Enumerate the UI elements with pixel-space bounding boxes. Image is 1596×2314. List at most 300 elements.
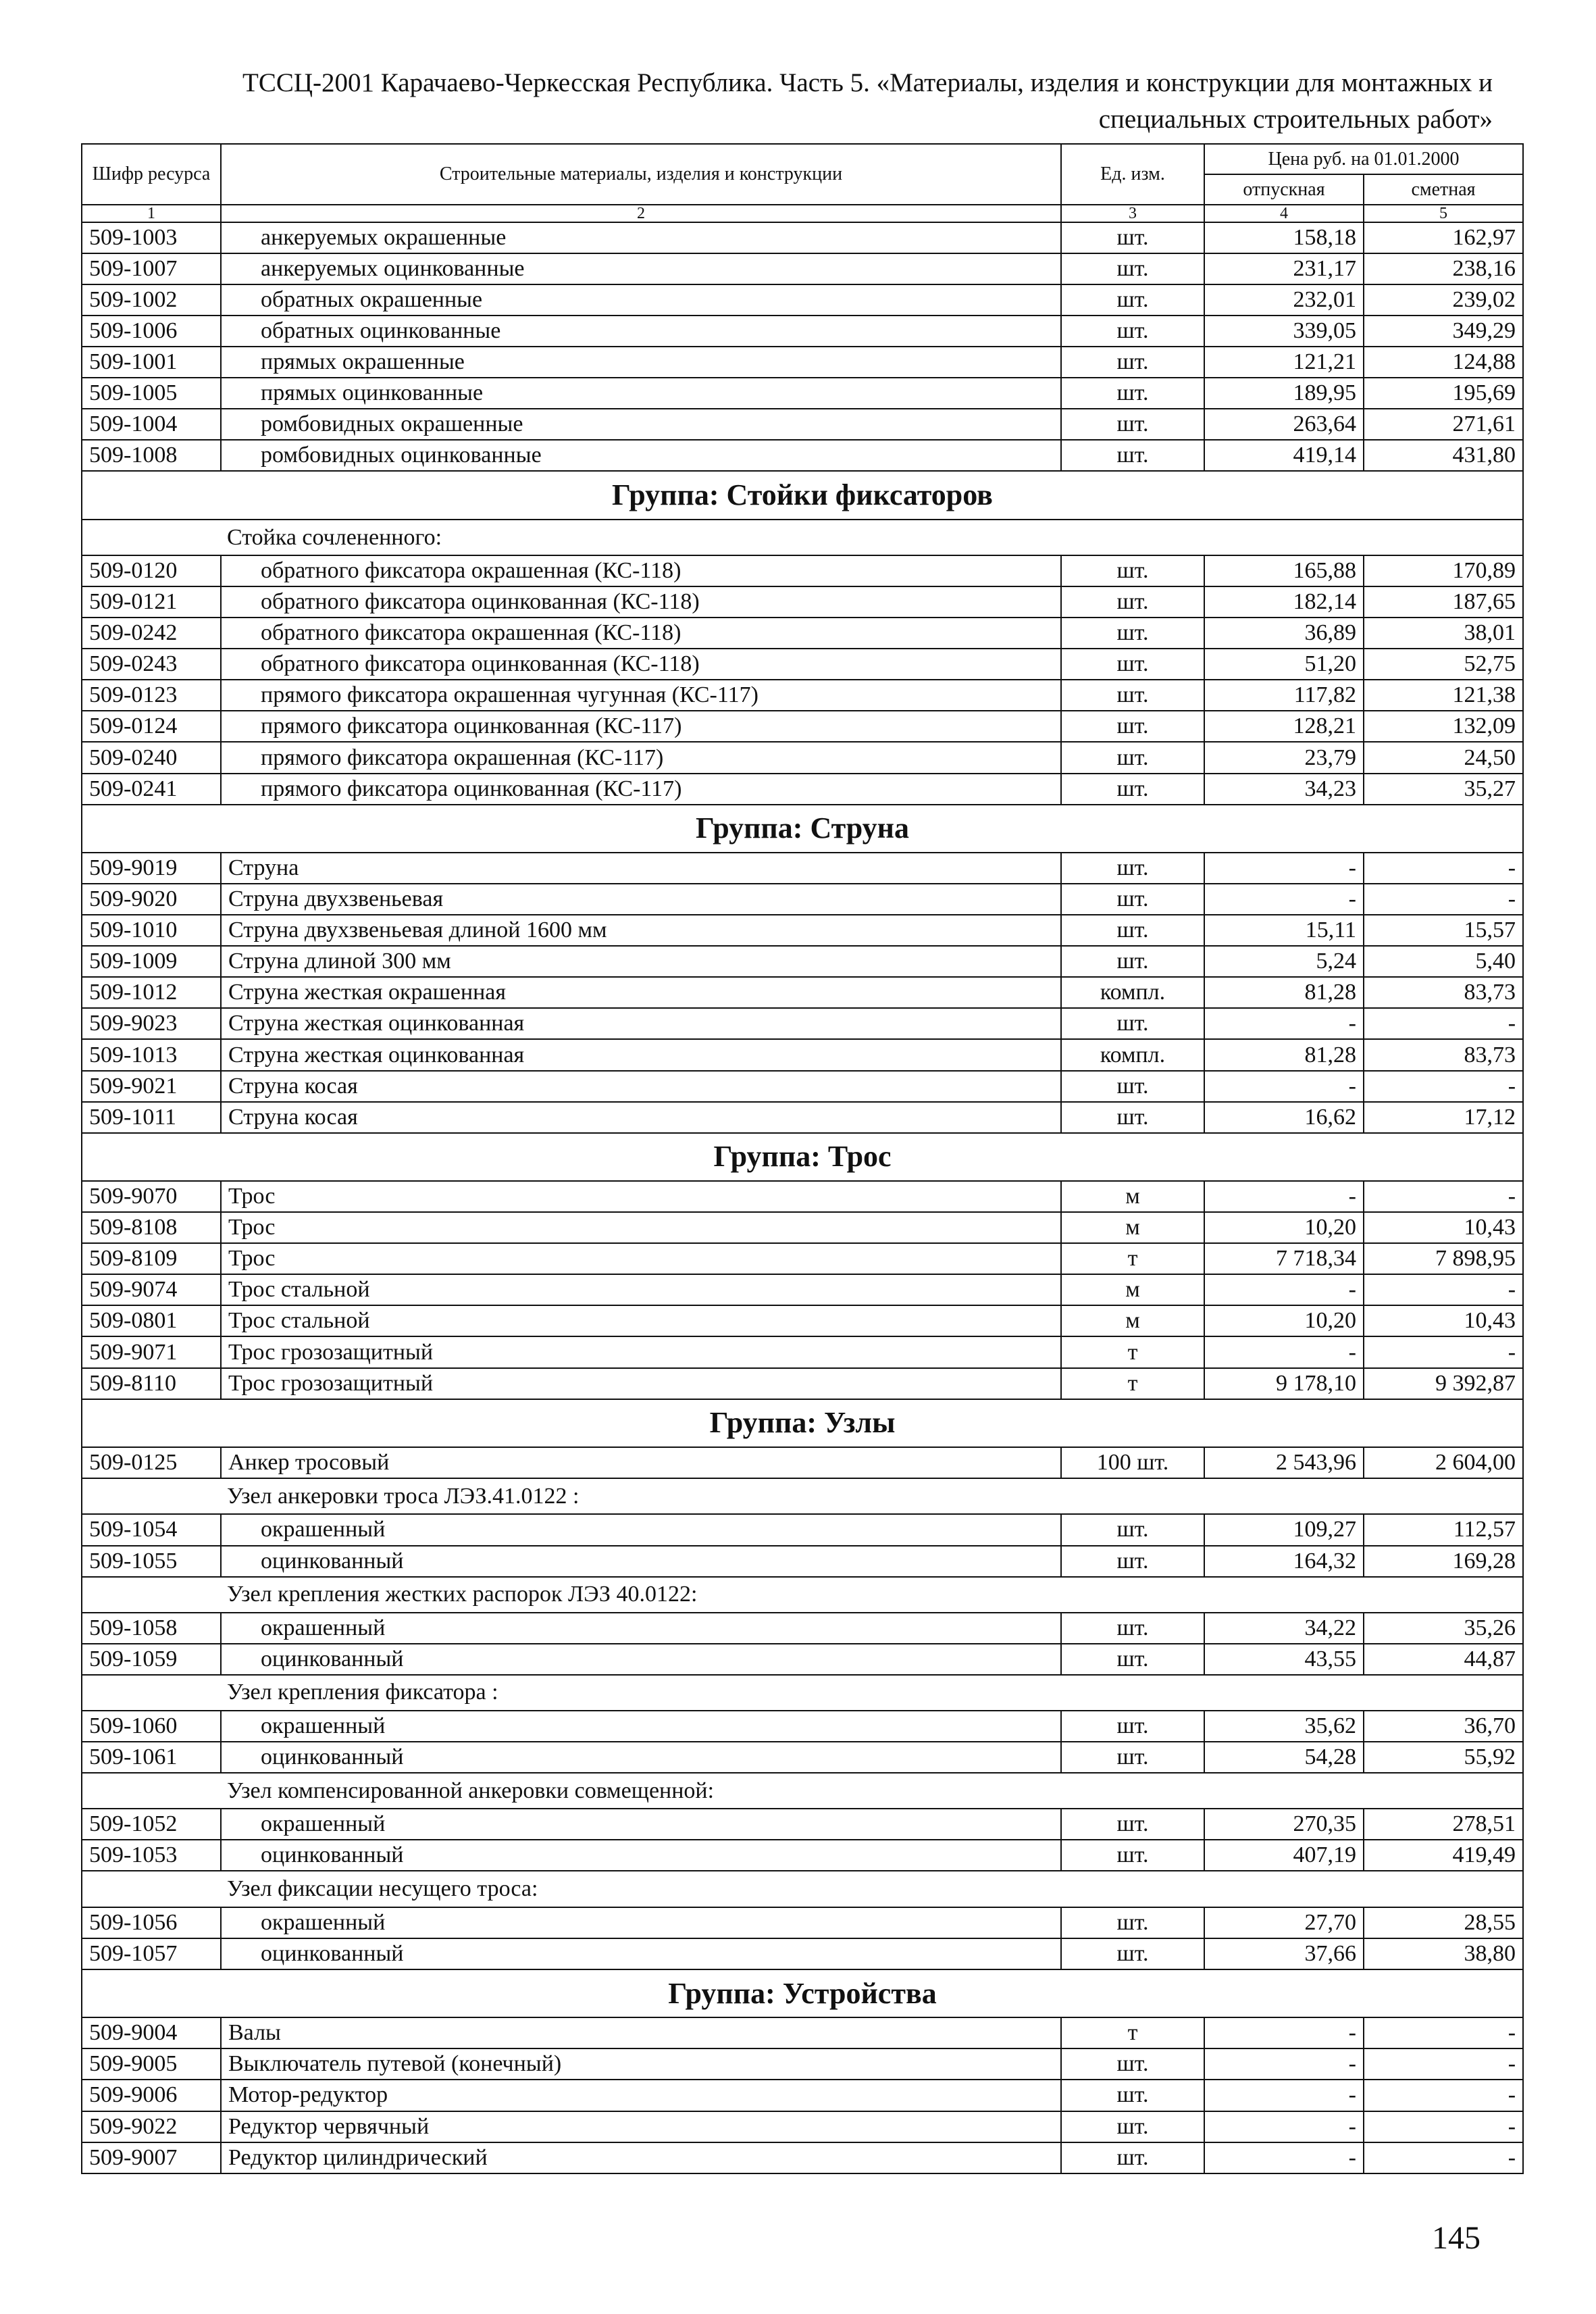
resource-code: 509-8110 — [82, 1368, 221, 1399]
release-price: 270,35 — [1204, 1809, 1364, 1840]
unit-of-measure: шт. — [1061, 1102, 1204, 1133]
estimate-price: - — [1364, 2017, 1523, 2048]
resource-code: 509-1006 — [82, 316, 221, 347]
group-row — [82, 1399, 1523, 1448]
subheader-row — [82, 1871, 1523, 1907]
resource-code: 509-1007 — [82, 253, 221, 284]
release-price: 232,01 — [1204, 284, 1364, 316]
subheader-title: Узел фиксации несущего троса: — [82, 1871, 1523, 1907]
material-name: прямого фиксатора оцинкованная (КС-117) — [221, 774, 1061, 805]
table-row — [82, 1742, 1523, 1773]
release-price: 54,28 — [1204, 1742, 1364, 1773]
material-name: Трос — [221, 1181, 1061, 1212]
material-name: обратного фиксатора окрашенная (КС-118) — [221, 618, 1061, 649]
estimate-price: 10,43 — [1364, 1305, 1523, 1336]
table-row — [82, 1514, 1523, 1545]
unit-of-measure: шт. — [1061, 680, 1204, 711]
release-price: 51,20 — [1204, 649, 1364, 680]
subheader-row — [82, 1577, 1523, 1613]
estimate-price: 170,89 — [1364, 555, 1523, 586]
material-name: Струна двухзвеньевая длиной 1600 мм — [221, 915, 1061, 946]
table-row — [82, 1938, 1523, 1969]
estimate-price: 2 604,00 — [1364, 1447, 1523, 1478]
material-name: Струна косая — [221, 1102, 1061, 1133]
release-price: 182,14 — [1204, 586, 1364, 618]
unit-of-measure: шт. — [1061, 853, 1204, 884]
release-price: - — [1204, 2142, 1364, 2173]
unit-of-measure: шт. — [1061, 1809, 1204, 1840]
material-name: Анкер тросовый — [221, 1447, 1061, 1478]
resource-code: 509-9019 — [82, 853, 221, 884]
estimate-price: 112,57 — [1364, 1514, 1523, 1545]
subheader-row — [82, 1675, 1523, 1711]
resource-code: 509-8109 — [82, 1243, 221, 1274]
material-name: Мотор-редуктор — [221, 2080, 1061, 2111]
estimate-price: 132,09 — [1364, 711, 1523, 742]
estimate-price: 278,51 — [1364, 1809, 1523, 1840]
material-name: оцинкованный — [221, 1840, 1061, 1871]
unit-of-measure: шт. — [1061, 1840, 1204, 1871]
table-row — [82, 1711, 1523, 1742]
resource-code: 509-0125 — [82, 1447, 221, 1478]
subheader-title: Узел крепления жестких распорок ЛЭЗ 40.0122: — [82, 1577, 1523, 1613]
material-name: прямых оцинкованные — [221, 378, 1061, 409]
material-name: ромбовидных окрашенные — [221, 409, 1061, 440]
unit-of-measure: шт. — [1061, 440, 1204, 471]
estimate-price: 162,97 — [1364, 222, 1523, 253]
resource-code: 509-1010 — [82, 915, 221, 946]
resource-code: 509-1001 — [82, 347, 221, 378]
estimate-price: 10,43 — [1364, 1212, 1523, 1243]
resource-code: 509-9022 — [82, 2111, 221, 2142]
unit-of-measure: компл. — [1061, 1039, 1204, 1070]
unit-of-measure: шт. — [1061, 742, 1204, 773]
table-row — [82, 1336, 1523, 1367]
material-name: Струна жесткая оцинкованная — [221, 1039, 1061, 1070]
estimate-price: - — [1364, 2048, 1523, 2080]
release-price: 189,95 — [1204, 378, 1364, 409]
table-row — [82, 1039, 1523, 1070]
release-price: 37,66 — [1204, 1938, 1364, 1969]
release-price: - — [1204, 853, 1364, 884]
col-header-release: отпускная — [1204, 174, 1364, 205]
unit-of-measure: шт. — [1061, 253, 1204, 284]
resource-code: 509-0124 — [82, 711, 221, 742]
unit-of-measure: м — [1061, 1274, 1204, 1305]
material-name: Трос стальной — [221, 1274, 1061, 1305]
table-row — [82, 1809, 1523, 1840]
release-price: 34,22 — [1204, 1613, 1364, 1644]
material-name: Струна жесткая окрашенная — [221, 977, 1061, 1008]
material-name: окрашенный — [221, 1613, 1061, 1644]
col-header-name: Строительные материалы, изделия и конструкции — [221, 144, 1061, 205]
material-name: оцинкованный — [221, 1546, 1061, 1577]
material-name: окрашенный — [221, 1809, 1061, 1840]
group-row — [82, 1969, 1523, 2018]
material-name: Трос грозозащитный — [221, 1336, 1061, 1367]
release-price: 165,88 — [1204, 555, 1364, 586]
table-row — [82, 1243, 1523, 1274]
estimate-price: - — [1364, 853, 1523, 884]
estimate-price: - — [1364, 1071, 1523, 1102]
subheader-row — [82, 1773, 1523, 1809]
unit-of-measure: 100 шт. — [1061, 1447, 1204, 1478]
col-header-estimate: сметная — [1364, 174, 1523, 205]
material-name: обратных оцинкованные — [221, 316, 1061, 347]
table-row — [82, 2142, 1523, 2173]
material-name: окрашенный — [221, 1711, 1061, 1742]
material-name: прямого фиксатора окрашенная (КС-117) — [221, 742, 1061, 773]
material-name: Струна косая — [221, 1071, 1061, 1102]
resource-code: 509-9005 — [82, 2048, 221, 2080]
release-price: 16,62 — [1204, 1102, 1364, 1133]
material-name: окрашенный — [221, 1907, 1061, 1938]
estimate-price: 238,16 — [1364, 253, 1523, 284]
resource-code: 509-0123 — [82, 680, 221, 711]
table-row — [82, 1102, 1523, 1133]
resource-code: 509-1056 — [82, 1907, 221, 1938]
table-row — [82, 1368, 1523, 1399]
material-name: прямого фиксатора оцинкованная (КС-117) — [221, 711, 1061, 742]
estimate-price: 38,01 — [1364, 618, 1523, 649]
estimate-price: 169,28 — [1364, 1546, 1523, 1577]
material-name: Выключатель путевой (конечный) — [221, 2048, 1061, 2080]
resource-code: 509-1058 — [82, 1613, 221, 1644]
estimate-price: 24,50 — [1364, 742, 1523, 773]
release-price: 7 718,34 — [1204, 1243, 1364, 1274]
release-price: 121,21 — [1204, 347, 1364, 378]
material-name: прямых окрашенные — [221, 347, 1061, 378]
material-name: Трос — [221, 1212, 1061, 1243]
estimate-price: 195,69 — [1364, 378, 1523, 409]
unit-of-measure: шт. — [1061, 316, 1204, 347]
estimate-price: 349,29 — [1364, 316, 1523, 347]
resource-code: 509-1013 — [82, 1039, 221, 1070]
unit-of-measure: шт. — [1061, 1613, 1204, 1644]
material-name: прямого фиксатора окрашенная чугунная (КС-117) — [221, 680, 1061, 711]
estimate-price: 121,38 — [1364, 680, 1523, 711]
release-price: 263,64 — [1204, 409, 1364, 440]
page-number: 145 — [1432, 2220, 1481, 2256]
table-row — [82, 915, 1523, 946]
group-row — [82, 471, 1523, 520]
release-price: 81,28 — [1204, 977, 1364, 1008]
resource-code: 509-0801 — [82, 1305, 221, 1336]
release-price: 128,21 — [1204, 711, 1364, 742]
table-row — [82, 774, 1523, 805]
table-row — [82, 884, 1523, 915]
unit-of-measure: шт. — [1061, 649, 1204, 680]
estimate-price: 44,87 — [1364, 1644, 1523, 1675]
table-row — [82, 1840, 1523, 1871]
unit-of-measure: шт. — [1061, 711, 1204, 742]
col-header-price: Цена руб. на 01.01.2000 — [1204, 144, 1523, 174]
price-table — [81, 143, 1524, 2174]
estimate-price: - — [1364, 1008, 1523, 1039]
unit-of-measure: шт. — [1061, 2142, 1204, 2173]
release-price: 36,89 — [1204, 618, 1364, 649]
material-name: Струна жесткая оцинкованная — [221, 1008, 1061, 1039]
resource-code: 509-1053 — [82, 1840, 221, 1871]
release-price: 35,62 — [1204, 1711, 1364, 1742]
unit-of-measure: компл. — [1061, 977, 1204, 1008]
unit-of-measure: шт. — [1061, 555, 1204, 586]
resource-code: 509-9070 — [82, 1181, 221, 1212]
release-price: - — [1204, 1071, 1364, 1102]
estimate-price: - — [1364, 1274, 1523, 1305]
material-name: оцинкованный — [221, 1938, 1061, 1969]
unit-of-measure: шт. — [1061, 284, 1204, 316]
resource-code: 509-9006 — [82, 2080, 221, 2111]
unit-of-measure: шт. — [1061, 774, 1204, 805]
table-row — [82, 2080, 1523, 2111]
release-price: - — [1204, 1274, 1364, 1305]
group-title: Группа: Струна — [82, 805, 1523, 853]
estimate-price: - — [1364, 1336, 1523, 1367]
estimate-price: 28,55 — [1364, 1907, 1523, 1938]
table-row — [82, 977, 1523, 1008]
material-name: окрашенный — [221, 1514, 1061, 1545]
resource-code: 509-1061 — [82, 1742, 221, 1773]
resource-code: 509-0121 — [82, 586, 221, 618]
estimate-price: 431,80 — [1364, 440, 1523, 471]
estimate-price: 35,26 — [1364, 1613, 1523, 1644]
material-name: Трос грозозащитный — [221, 1368, 1061, 1399]
material-name: обратного фиксатора оцинкованная (КС-118) — [221, 586, 1061, 618]
release-price: 81,28 — [1204, 1039, 1364, 1070]
estimate-price: 271,61 — [1364, 409, 1523, 440]
resource-code: 509-8108 — [82, 1212, 221, 1243]
estimate-price: 239,02 — [1364, 284, 1523, 316]
unit-of-measure: шт. — [1061, 1514, 1204, 1545]
material-name: обратных окрашенные — [221, 284, 1061, 316]
release-price: 27,70 — [1204, 1907, 1364, 1938]
unit-of-measure: т — [1061, 1243, 1204, 1274]
material-name: ромбовидных оцинкованные — [221, 440, 1061, 471]
unit-of-measure: шт. — [1061, 347, 1204, 378]
resource-code: 509-1057 — [82, 1938, 221, 1969]
resource-code: 509-1008 — [82, 440, 221, 471]
material-name: Струна длиной 300 мм — [221, 946, 1061, 977]
estimate-price: 52,75 — [1364, 649, 1523, 680]
table-row — [82, 440, 1523, 471]
unit-of-measure: шт. — [1061, 618, 1204, 649]
group-title: Группа: Стойки фиксаторов — [82, 471, 1523, 520]
resource-code: 509-1054 — [82, 1514, 221, 1545]
estimate-price: 124,88 — [1364, 347, 1523, 378]
resource-code: 509-0242 — [82, 618, 221, 649]
resource-code: 509-1009 — [82, 946, 221, 977]
release-price: 10,20 — [1204, 1305, 1364, 1336]
unit-of-measure: т — [1061, 1336, 1204, 1367]
subheader-title: Узел компенсированной анкеровки совмещенной: — [82, 1773, 1523, 1809]
table-row — [82, 1181, 1523, 1212]
material-name: анкеруемых оцинкованные — [221, 253, 1061, 284]
estimate-price: - — [1364, 2111, 1523, 2142]
subheader-row — [82, 1478, 1523, 1514]
material-name: анкеруемых окрашенные — [221, 222, 1061, 253]
group-title: Группа: Устройства — [82, 1969, 1523, 2018]
table-row — [82, 1907, 1523, 1938]
resource-code: 509-1003 — [82, 222, 221, 253]
table-row — [82, 555, 1523, 586]
material-name: оцинкованный — [221, 1742, 1061, 1773]
table-row — [82, 316, 1523, 347]
release-price: 419,14 — [1204, 440, 1364, 471]
unit-of-measure: шт. — [1061, 1711, 1204, 1742]
release-price: 43,55 — [1204, 1644, 1364, 1675]
unit-of-measure: шт. — [1061, 1546, 1204, 1577]
material-name: Редуктор червячный — [221, 2111, 1061, 2142]
subheader-title: Стойка сочлененного: — [82, 520, 1523, 555]
release-price: - — [1204, 2111, 1364, 2142]
table-row — [82, 1447, 1523, 1478]
table-row — [82, 1212, 1523, 1243]
estimate-price: - — [1364, 1181, 1523, 1212]
estimate-price: 5,40 — [1364, 946, 1523, 977]
table-row — [82, 618, 1523, 649]
estimate-price: 17,12 — [1364, 1102, 1523, 1133]
estimate-price: 7 898,95 — [1364, 1243, 1523, 1274]
estimate-price: - — [1364, 2142, 1523, 2173]
release-price: - — [1204, 1336, 1364, 1367]
release-price: 339,05 — [1204, 316, 1364, 347]
release-price: - — [1204, 1181, 1364, 1212]
release-price: 15,11 — [1204, 915, 1364, 946]
unit-of-measure: шт. — [1061, 1742, 1204, 1773]
table-row — [82, 680, 1523, 711]
subheader-row — [82, 520, 1523, 555]
title-line-2: специальных строительных работ» — [1098, 105, 1493, 134]
resource-code: 509-1004 — [82, 409, 221, 440]
release-price: 23,79 — [1204, 742, 1364, 773]
table-row — [82, 409, 1523, 440]
document-title — [81, 65, 1493, 138]
unit-of-measure: шт. — [1061, 2080, 1204, 2111]
release-price: 164,32 — [1204, 1546, 1364, 1577]
resource-code: 509-1052 — [82, 1809, 221, 1840]
table-row — [82, 649, 1523, 680]
table-row — [82, 347, 1523, 378]
table-row — [82, 742, 1523, 773]
unit-of-measure: шт. — [1061, 1644, 1204, 1675]
resource-code: 509-9021 — [82, 1071, 221, 1102]
release-price: - — [1204, 2080, 1364, 2111]
table-row — [82, 853, 1523, 884]
estimate-price: 55,92 — [1364, 1742, 1523, 1773]
material-name: Редуктор цилиндрический — [221, 2142, 1061, 2173]
resource-code: 509-9023 — [82, 1008, 221, 1039]
resource-code: 509-9004 — [82, 2017, 221, 2048]
resource-code: 509-9074 — [82, 1274, 221, 1305]
table-row — [82, 946, 1523, 977]
col-header-code: Шифр ресурса — [82, 144, 221, 205]
resource-code: 509-1060 — [82, 1711, 221, 1742]
estimate-price: 36,70 — [1364, 1711, 1523, 1742]
material-name: обратного фиксатора окрашенная (КС-118) — [221, 555, 1061, 586]
table-body — [82, 222, 1523, 2173]
release-price: 9 178,10 — [1204, 1368, 1364, 1399]
estimate-price: 187,65 — [1364, 586, 1523, 618]
unit-of-measure: шт. — [1061, 409, 1204, 440]
table-row — [82, 1644, 1523, 1675]
estimate-price: 83,73 — [1364, 1039, 1523, 1070]
unit-of-measure: т — [1061, 2017, 1204, 2048]
resource-code: 509-0240 — [82, 742, 221, 773]
material-name: Трос — [221, 1243, 1061, 1274]
unit-of-measure: шт. — [1061, 222, 1204, 253]
group-title: Группа: Узлы — [82, 1399, 1523, 1448]
resource-code: 509-0120 — [82, 555, 221, 586]
release-price: - — [1204, 2017, 1364, 2048]
unit-of-measure: шт. — [1061, 915, 1204, 946]
unit-of-measure: т — [1061, 1368, 1204, 1399]
release-price: 5,24 — [1204, 946, 1364, 977]
release-price: - — [1204, 1008, 1364, 1039]
estimate-price: - — [1364, 884, 1523, 915]
table-row — [82, 711, 1523, 742]
table-row — [82, 1274, 1523, 1305]
table-row — [82, 1305, 1523, 1336]
unit-of-measure: шт. — [1061, 1008, 1204, 1039]
estimate-price: 83,73 — [1364, 977, 1523, 1008]
table-row — [82, 586, 1523, 618]
material-name: Струна двухзвеньевая — [221, 884, 1061, 915]
table-row — [82, 253, 1523, 284]
group-row — [82, 1133, 1523, 1182]
table-row — [82, 284, 1523, 316]
estimate-price: 15,57 — [1364, 915, 1523, 946]
table-row — [82, 2111, 1523, 2142]
resource-code: 509-1059 — [82, 1644, 221, 1675]
resource-code: 509-1055 — [82, 1546, 221, 1577]
resource-code: 509-9007 — [82, 2142, 221, 2173]
material-name: оцинкованный — [221, 1644, 1061, 1675]
release-price: 231,17 — [1204, 253, 1364, 284]
title-line-1: ТССЦ-2001 Карачаево-Черкесская Республика. Часть 5. «Материалы, изделия и конструкции для монтажных и — [242, 68, 1493, 97]
material-name: Трос стальной — [221, 1305, 1061, 1336]
table-row — [82, 2017, 1523, 2048]
group-title: Группа: Трос — [82, 1133, 1523, 1182]
unit-of-measure: шт. — [1061, 884, 1204, 915]
table-row — [82, 1613, 1523, 1644]
subheader-title: Узел крепления фиксатора : — [82, 1675, 1523, 1711]
unit-of-measure: шт. — [1061, 1071, 1204, 1102]
col-number: 5 — [1364, 205, 1523, 222]
group-row — [82, 805, 1523, 853]
estimate-price: 419,49 — [1364, 1840, 1523, 1871]
resource-code: 509-0241 — [82, 774, 221, 805]
table-row — [82, 1546, 1523, 1577]
release-price: 158,18 — [1204, 222, 1364, 253]
resource-code: 509-0243 — [82, 649, 221, 680]
unit-of-measure: м — [1061, 1181, 1204, 1212]
material-name: Валы — [221, 2017, 1061, 2048]
unit-of-measure: шт. — [1061, 378, 1204, 409]
unit-of-measure: м — [1061, 1305, 1204, 1336]
table-row — [82, 1008, 1523, 1039]
col-number: 4 — [1204, 205, 1364, 222]
release-price: 109,27 — [1204, 1514, 1364, 1545]
resource-code: 509-9071 — [82, 1336, 221, 1367]
resource-code: 509-1002 — [82, 284, 221, 316]
table-row — [82, 378, 1523, 409]
unit-of-measure: шт. — [1061, 2111, 1204, 2142]
unit-of-measure: шт. — [1061, 1938, 1204, 1969]
table-row — [82, 1071, 1523, 1102]
material-name: обратного фиксатора оцинкованная (КС-118) — [221, 649, 1061, 680]
resource-code: 509-9020 — [82, 884, 221, 915]
